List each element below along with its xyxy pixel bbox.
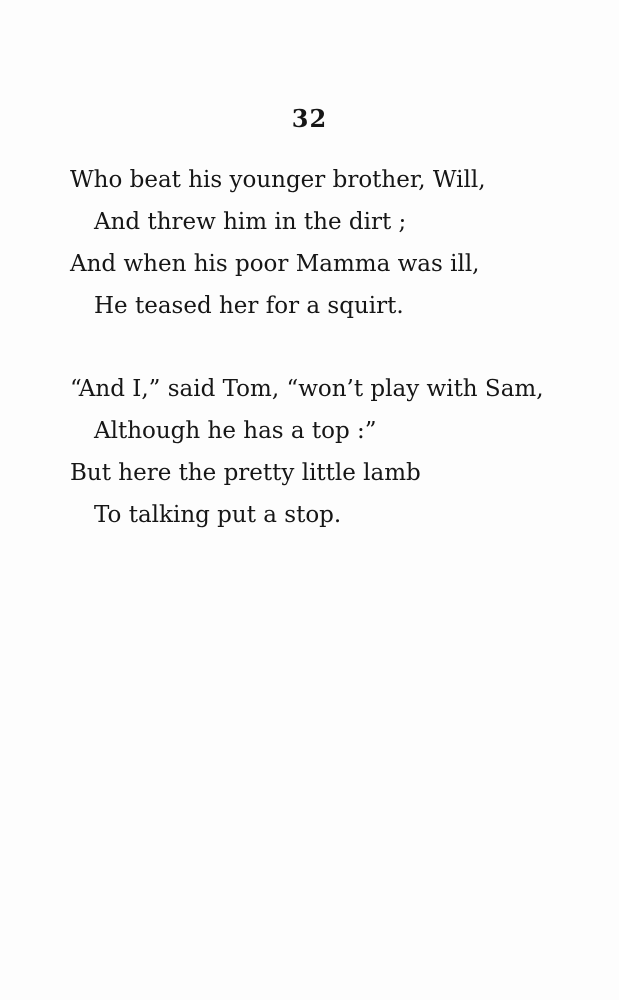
poem-line: He teased her for a squirt.	[94, 293, 404, 319]
poem-line: To talking put a stop.	[94, 502, 342, 528]
poem-line: And when his poor Mamma was ill,	[70, 251, 480, 277]
poem-line: And threw him in the dirt ;	[94, 209, 407, 235]
stanza-1	[70, 159, 486, 327]
poem-line: “And I,” said Tom, “won’t play with Sam,	[70, 376, 544, 402]
poem-line: Who beat his younger brother, Will,	[70, 167, 486, 193]
poem-line: Although he has a top :”	[94, 418, 377, 444]
stanza-2	[70, 368, 544, 536]
poem-line: But here the pretty little lamb	[70, 460, 421, 486]
page-number: 32	[291, 104, 328, 133]
